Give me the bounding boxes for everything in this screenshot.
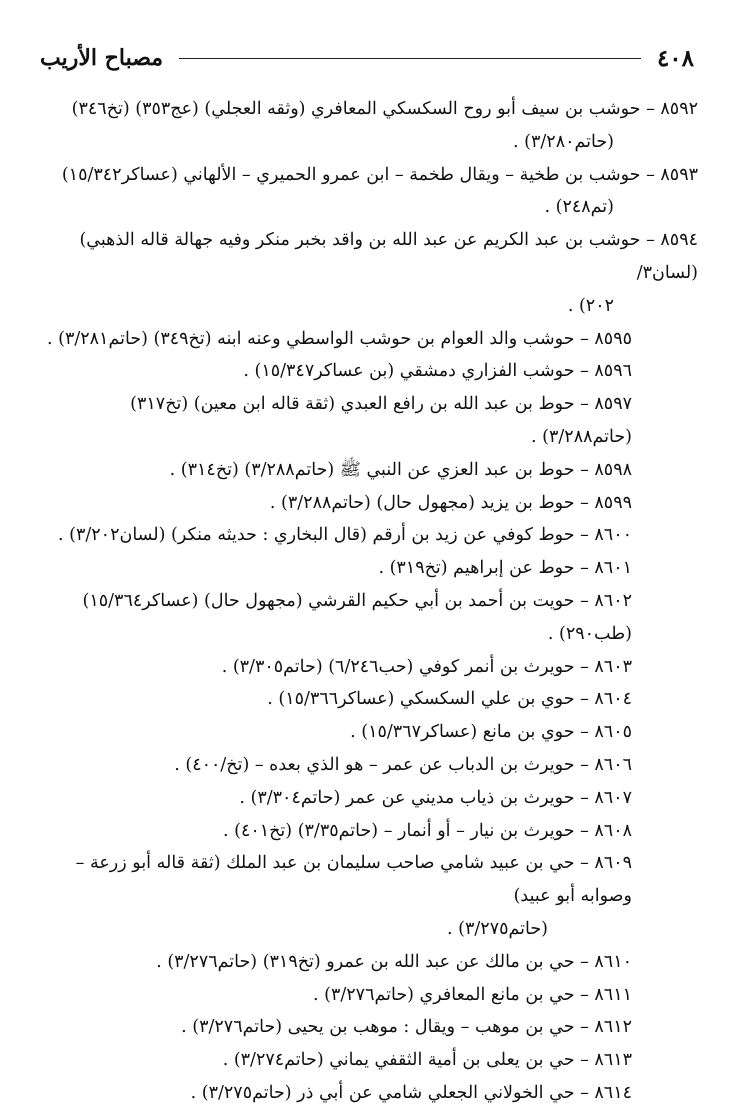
page-number: ٤٠٨ xyxy=(656,44,694,72)
entry-text: ٨٥٩٧ – حوط بن عبد الله بن رافع العبدي (ثقة قاله ابن معين) (تخ٣١٧) (حاتم٣/٢٨٨) . xyxy=(130,394,632,447)
entry-8597 xyxy=(38,388,706,454)
entry-text: ٨٥٩٨ – حوط بن عبد العزي عن النبي ﷺ (حاتم٣/٢٨٨) (تخ٣١٤) . xyxy=(169,459,632,480)
entry-text: ٨٥٩٥ – حوشب والد العوام بن حوشب الواسطي وعنه ابنه (تخ٣٤٩) (حاتم٣/٢٨١) . xyxy=(47,328,632,349)
entry-text: ٨٥٩٣ – حوشب بن طخية – ويقال طخمة – ابن عمرو الحميري – الألهاني (عساكر١٥/٣٤٢) xyxy=(61,164,698,185)
entry-text: ٨٦٠٢ – حويت بن أحمد بن أبي حكيم القرشي (مجهول حال) (عساكر١٥/٣٦٤) (طب٢٩٠) . xyxy=(82,590,632,644)
running-title: مصباح الأريب xyxy=(40,45,164,71)
entry-8607 xyxy=(38,782,706,815)
entry-8614 xyxy=(38,1077,706,1110)
header-rule xyxy=(179,58,641,59)
entry-8596 xyxy=(38,355,706,388)
entry-text: ٨٦١٢ – حي بن موهب – ويقال : موهب بن يحيى (حاتم٣/٢٧٦) . xyxy=(181,1017,632,1038)
entry-text: ٨٦٠٦ – حويرث بن الدباب عن عمر – هو الذي بعده – (تخ/٤٠٠) . xyxy=(174,754,632,775)
entry-text: ٨٦٠١ – حوط عن إبراهيم (تخ٣١٩) . xyxy=(378,558,632,579)
entry-8603 xyxy=(38,651,706,684)
entry-8602 xyxy=(38,585,706,651)
entry-text: ٨٥٩٩ – حوط بن يزيد (مجهول حال) (حاتم٣/٢٨٨) . xyxy=(269,492,632,513)
entry-text: ٨٦٠٤ – حوي بن علي السكسكي (عساكر١٥/٣٦٦) . xyxy=(267,689,632,710)
entry-8610 xyxy=(38,946,706,979)
entry-8600 xyxy=(38,519,706,552)
page-header xyxy=(40,36,694,80)
entry-text: ٨٦١٣ – حي بن يعلى بن أمية الثقفي يماني (حاتم٣/٢٧٤) . xyxy=(222,1050,632,1071)
entry-continuation: (حاتم٣/٢٧٥) . xyxy=(447,918,548,939)
entry-8595 xyxy=(38,323,706,356)
entry-text: ٨٦٠٠ – حوط كوفي عن زيد بن أرقم (قال البخاري : حديثه منكر) (لسان٣/٢٠٢) . xyxy=(58,525,632,546)
entry-8609 xyxy=(38,847,706,945)
entry-8605 xyxy=(38,716,706,749)
entry-text: ٨٥٩٢ – حوشب بن سيف أبو روح السكسكي المعافري (وثقه العجلي) (عج٣٥٣) (تخ٣٤٦) xyxy=(71,99,698,119)
entry-text: ٨٦٠٣ – حويرث بن أنمر كوفي (حب٦/٢٤٦) (حاتم٣/٣٠٥) . xyxy=(221,656,632,677)
entry-text: ٨٦٠٨ – حويرث بن نيار – أو أنمار – (حاتم٣/٣٥) (تخ٤٠١) . xyxy=(222,820,632,841)
entry-text: ٨٦١٠ – حي بن مالك عن عبد الله بن عمرو (تخ٣١٩) (حاتم٣/٢٧٦) . xyxy=(156,951,632,972)
entry-continuation: ٢٠٢) . xyxy=(567,295,614,316)
entry-continuation: (حاتم٣/٢٨٠) . xyxy=(513,131,614,152)
entry-text: ٨٥٩٦ – حوشب الفزاري دمشقي (بن عساكر١٥/٣٤٧) . xyxy=(243,361,632,382)
entry-8592 xyxy=(38,93,706,159)
entry-8612 xyxy=(38,1011,706,1044)
entry-continuation: (تم٢٤٨) . xyxy=(544,197,614,218)
entry-text: ٨٦٠٧ – حويرث بن ذياب مديني عن عمر (حاتم٣/٣٠٤) . xyxy=(239,787,632,808)
entry-8599 xyxy=(38,487,706,520)
entry-8593 xyxy=(38,159,706,225)
entry-8604 xyxy=(38,683,706,716)
entry-8598 xyxy=(38,454,706,487)
entry-8606 xyxy=(38,749,706,782)
entry-text: ٨٦١١ – حي بن مانع المعافري (حاتم٣/٢٧٦) . xyxy=(313,984,632,1005)
entry-text: ٨٥٩٤ – حوشب بن عبد الكريم عن عبد الله بن واقد بخبر منكر وفيه جهالة قاله الذهبي) (لسان٣/ xyxy=(79,230,698,283)
entries-list xyxy=(38,93,706,1110)
entry-text: ٨٦١٤ – حي الخولاني الجعلي شامي عن أبي ذر (حاتم٣/٢٧٥) . xyxy=(190,1082,632,1103)
entry-8611 xyxy=(38,979,706,1012)
entry-text: ٨٦٠٥ – حوي بن مانع (عساكر١٥/٣٦٧) . xyxy=(350,722,632,743)
entry-8608 xyxy=(38,815,706,848)
entry-8613 xyxy=(38,1044,706,1077)
entry-8594 xyxy=(38,224,706,322)
entry-text: ٨٦٠٩ – حي بن عبيد شامي صاحب سليمان بن عبد الملك (ثقة قاله أبو زرعة – وصوابه أبو عبيد) xyxy=(75,853,632,907)
entry-8601 xyxy=(38,552,706,585)
